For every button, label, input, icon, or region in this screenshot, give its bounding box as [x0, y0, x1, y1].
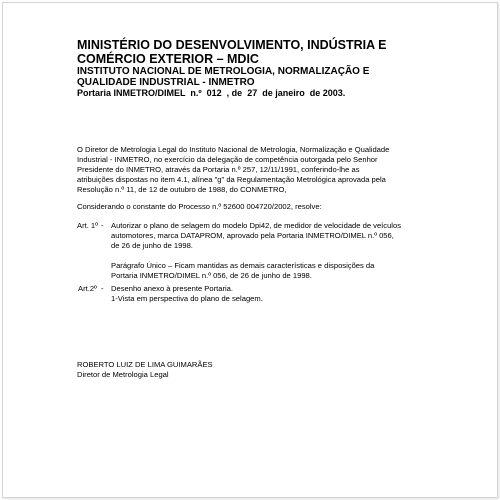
- institute-title-line-2: QUALIDADE INDUSTRIAL - INMETRO: [77, 77, 255, 88]
- ministry-title-line-1: MINISTÉRIO DO DESENVOLVIMENTO, INDÚSTRIA E: [77, 38, 387, 52]
- article-1-label: Art. 1º: [77, 221, 98, 230]
- article-1-line: automotores, marca DATAPROM, aprovado pela Portaria INMETRO/DIMEL n.º 056,: [111, 231, 394, 240]
- intro-line: atribuições dispostas no item 4.1, alínea "g" da Regulamentação Metrológica aprovada pela: [77, 175, 386, 184]
- portaria-prefix: Portaria INMETRO/DIMEL n.º: [77, 88, 207, 98]
- article-2-line: 1-Vista em perspectiva do plano de selagem.: [111, 294, 263, 303]
- considering-line: Considerando o constante do Processo n.º 52600 004720/2002, resolve:: [77, 202, 322, 211]
- article-1-line: de 26 de junho de 1998.: [111, 241, 193, 250]
- paragrafo-unico-line: Parágrafo Único – Ficam mantidas as demais características e disposições da: [111, 261, 375, 270]
- article-1: [77, 221, 477, 253]
- portaria-sep-1: , de: [221, 88, 248, 98]
- article-2: [78, 284, 478, 306]
- portaria-year: 2003.: [322, 88, 346, 98]
- ministry-title-line-2: COMÉRCIO EXTERIOR – MDIC: [77, 52, 259, 66]
- intro-line: O Diretor de Metrologia Legal do Instituto Nacional de Metrologia, Normalização e Qualidade: [77, 145, 390, 154]
- institute-title-line-1: INSTITUTO NACIONAL DE METROLOGIA, NORMALIZAÇÃO E: [77, 66, 370, 77]
- intro-paragraph: [77, 145, 389, 195]
- intro-line: Industrial - INMETRO, no exercício da delegação de competência outorgada pelo Senhor: [77, 155, 378, 164]
- portaria-reference: [77, 88, 477, 99]
- portaria-number: 012: [206, 88, 222, 98]
- article-2-text: [111, 284, 263, 304]
- paragrafo-unico: [111, 261, 374, 281]
- portaria-month: janeiro: [275, 88, 305, 98]
- intro-line: Presidente do INMETRO, através da Portaria n.º 257, 12/11/1991, conferindo-lhe as: [77, 165, 360, 174]
- signatory-title: Diretor de Metrologia Legal: [77, 370, 169, 379]
- article-1-line: Autorizar o plano de selagem do modelo Dpi42, de medidor de velocidade de veículos: [111, 221, 402, 230]
- article-2-line: Desenho anexo à presente Portaria.: [111, 284, 234, 293]
- article-2-dash: -: [101, 284, 104, 293]
- document-header: [77, 38, 477, 99]
- article-1-text: [111, 221, 401, 251]
- article-1-dash: -: [101, 221, 104, 230]
- portaria-day: 27: [247, 88, 258, 98]
- portaria-sep-2: de: [257, 88, 276, 98]
- signatory-name: ROBERTO LUIZ DE LIMA GUIMARÃES: [77, 360, 213, 369]
- portaria-sep-3: de: [304, 88, 323, 98]
- considering-paragraph: [77, 202, 322, 212]
- article-2-label: Art.2º: [78, 284, 97, 293]
- paragrafo-unico-line: Portaria INMETRO/DIMEL n.º 056, de 26 de junho de 1998.: [111, 271, 312, 280]
- intro-line: Resolução n.º 11, de 12 de outubro de 1988, do CONMETRO,: [77, 185, 287, 194]
- signature-block: [77, 360, 213, 380]
